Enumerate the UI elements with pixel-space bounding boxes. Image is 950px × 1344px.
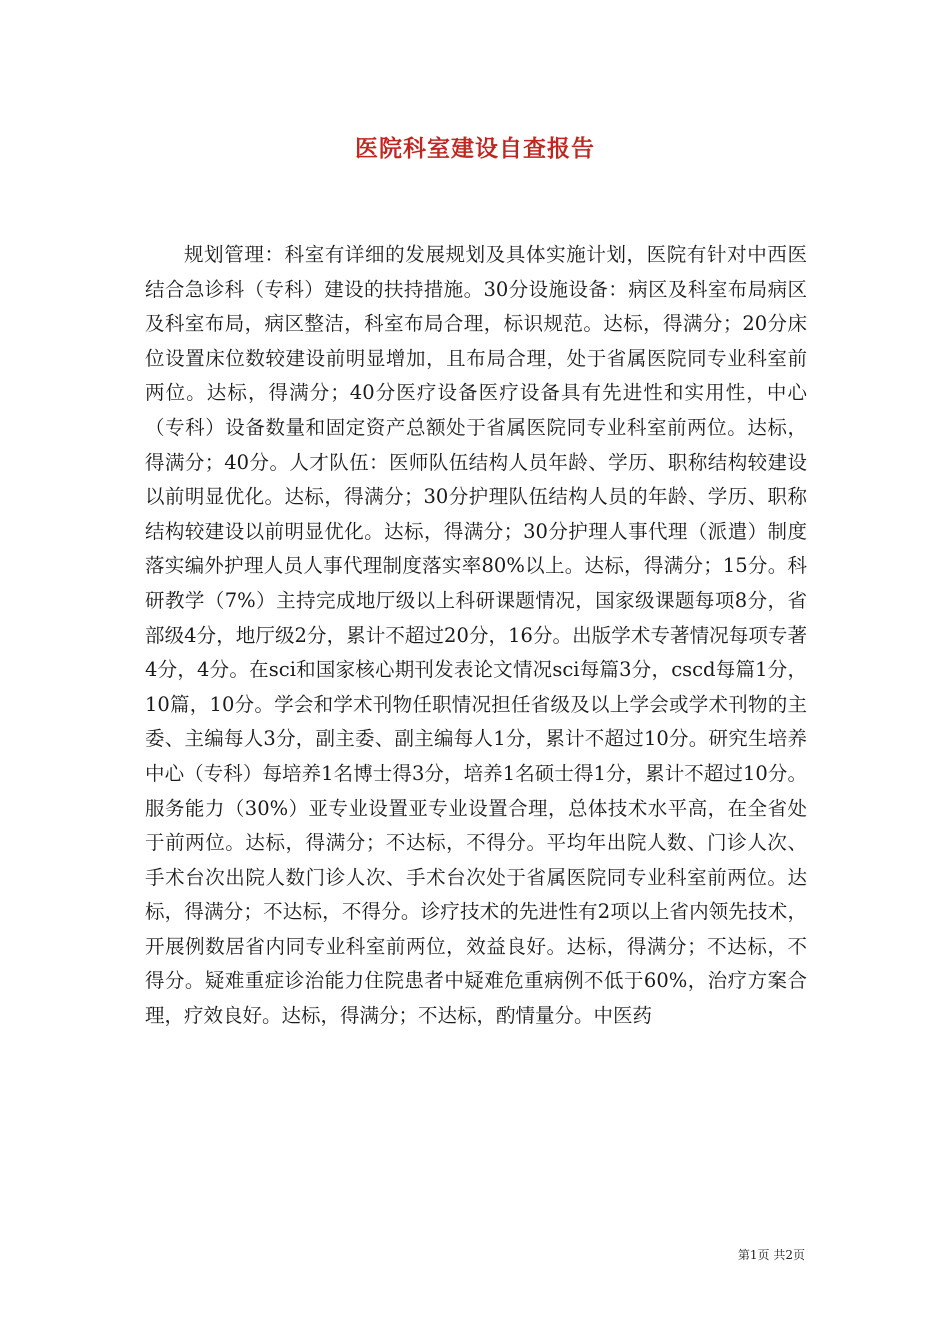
page-number: 第1页 共2页 (737, 1248, 805, 1262)
page-title: 医院科室建设自查报告 (355, 135, 595, 162)
body-paragraph: 规划管理：科室有详细的发展规划及具体实施计划，医院有针对中西医结合急诊科（专科）建设的扶持措施。30分设施设备：病区及科室布局病区及科室布局，病区整洁，科室布局合理，标识规范。达标，得满分；20分床位设置床位数较建设前明显增加，且布局合理，处于省属医院同专业科室前两位。达标，得满分；40分医疗设备医疗设备具有先进性和实用性，中心（专科）设备数量和固定资产总额处于省属医院同专业科室前两位。达标，得满分；40分。人才队伍：医师队伍结构人员年龄、学历、职称结构较建设以前明显优化。达标，得满分；30分护理队伍结构人员的年龄、学历、职称结构较建设以前明显优化。达标，得满分；30分护理人事代理（派遣）制度落实编外护理人员人事代理制度落实率80%以上。达标，得满分；15分。科研教学（7%）主持完成地厅级以上科研课题情况，国家级课题每项8分，省部级4分，地厅级2分，累计不超过20分，16分。出版学术专著情况每项专著4分，4分。在sci和国家核心期刊发表论文情况sci每篇3分，cscd每篇1分，10篇，10分。学会和学术刊物任职情况担任省级及以上学会或学术刊物的主委、主编每人3分，副主委、副主编每人1分，累计不超过10分。研究生培养中心（专科）每培养1名博士得3分，培养1名硕士得1分，累计不超过10分。服务能力（30%）亚专业设置亚专业设置合理，总体技术水平高，在全省处于前两位。达标，得满分；不达标，不得分。平均年出院人数、门诊人次、手术台次出院人数门诊人次、手术台次处于省属医院同专业科室前两位。达标，得满分；不达标，不得分。诊疗技术的先进性有2项以上省内领先技术，开展例数居省内同专业科室前两位，效益良好。达标，得满分；不达标，不得分。疑难重症诊治能力住院患者中疑难危重病例不低于60%，治疗方案合理，疗效良好。达标，得满分；不达标，酌情量分。中医药 (145, 243, 807, 1028)
